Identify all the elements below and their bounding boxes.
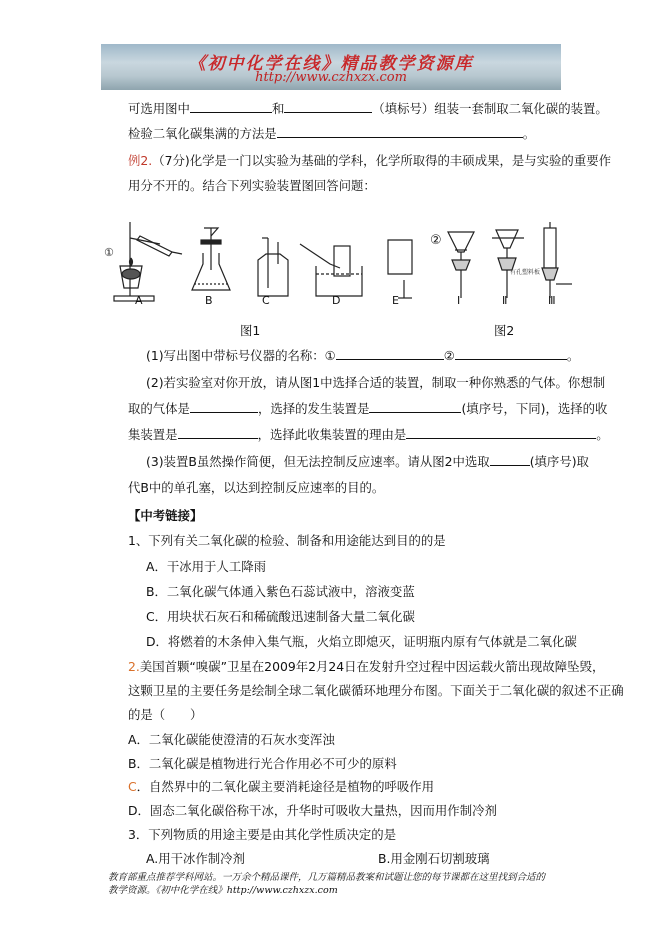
marker-2: ② bbox=[430, 233, 442, 248]
zk-q1-option: D．将燃着的木条伸入集气瓶，火焰立即熄灭，证明瓶内原有气体就是二氧化碳 bbox=[146, 634, 577, 649]
apparatus-iii bbox=[542, 222, 572, 298]
q3-line-2: 代B中的单孔塞，以达到控制反应速率的目的。 bbox=[128, 480, 385, 495]
section-heading: 【中考链接】 bbox=[128, 508, 203, 523]
blank[interactable] bbox=[455, 347, 567, 360]
text: 可选用图中 bbox=[128, 101, 190, 116]
text: (填序号，下同)，选择的收 bbox=[461, 401, 608, 416]
example2-line-1 bbox=[128, 151, 611, 169]
banner-title: 《初中化学在线》精品教学资源库 bbox=[188, 54, 474, 74]
plate-label: 有孔塑料板 bbox=[510, 269, 541, 276]
header-banner bbox=[101, 44, 561, 90]
apparatus-c bbox=[258, 238, 288, 296]
zk-q2-line-1 bbox=[128, 657, 604, 675]
fig2-label: Ⅲ bbox=[548, 294, 556, 307]
zk-q2-option: D．固态二氧化碳俗称干冰，升华时可吸收大量热，因而用作制冷剂 bbox=[128, 803, 497, 818]
apparatus-ii bbox=[492, 230, 524, 298]
q3-line-1 bbox=[146, 452, 589, 470]
footer-line-1: 教育部重点推荐学科网站。一万余个精品课件，几万篇精品教案和试题让您的每节课都在这里找到合适的 bbox=[108, 872, 546, 883]
blank[interactable] bbox=[178, 426, 258, 439]
text: (3)装置B虽然操作简便，但无法控制反应速率。请从图2中选取 bbox=[146, 454, 490, 469]
zk-q2-option: B．二氧化碳是植物进行光合作用必不可少的原料 bbox=[128, 756, 397, 771]
text: ．自然界中的二氧化碳主要消耗途径是植物的呼吸作用 bbox=[136, 779, 435, 794]
text: 取的气体是 bbox=[128, 401, 190, 416]
apparatus-i bbox=[448, 232, 474, 298]
q2-line-3 bbox=[128, 425, 609, 443]
blank[interactable] bbox=[490, 453, 530, 466]
fig1-label: A bbox=[135, 294, 143, 307]
text: 集装置是 bbox=[128, 427, 178, 442]
blank[interactable] bbox=[190, 100, 272, 113]
zk-q1-option: C．用块状石灰石和稀硫酸迅速制备大量二氧化碳 bbox=[146, 609, 415, 624]
q2-line-2 bbox=[128, 399, 607, 417]
zk-q1: 1、下列有关二氧化碳的检验、制备和用途能达到目的的是 bbox=[128, 533, 446, 548]
banner-url[interactable]: http://www.czhxzx.com bbox=[255, 70, 407, 85]
blank[interactable] bbox=[406, 426, 596, 439]
example2-line-2: 用分不开的。结合下列实验装置图回答问题： bbox=[128, 178, 376, 193]
zk-q2-line-2: 这颗卫星的主要任务是绘制全球二氧化碳循环地理分布图。下面关于二氧化碳的叙述不正确 bbox=[128, 683, 624, 698]
fig1-label: D bbox=[332, 294, 341, 307]
blank[interactable] bbox=[369, 400, 461, 413]
zk-q3: 3．下列物质的用途主要是由其化学性质决定的是 bbox=[128, 827, 397, 842]
fig2-caption: 图2 bbox=[494, 323, 515, 338]
zk-q2-option: A．二氧化碳能使澄清的石灰水变浑浊 bbox=[128, 732, 335, 747]
top-line-2 bbox=[128, 124, 535, 142]
text: 美国首颗“嗅碳”卫星在2009年2月24日在发射升空过程中因运载火箭出现故障坠毁， bbox=[139, 659, 605, 674]
fig1-caption: 图1 bbox=[240, 323, 261, 338]
fig1-label: B bbox=[205, 294, 213, 307]
zk-q2-line-3: 的是（ ） bbox=[128, 707, 203, 722]
fig2-label: Ⅱ bbox=[502, 294, 508, 307]
text: 检验二氧化碳集满的方法是 bbox=[128, 126, 277, 141]
blank[interactable] bbox=[336, 347, 444, 360]
text: （7分)化学是一门以实验为基础的学科，化学所取得的丰硕成果，是与实验的重要作 bbox=[152, 153, 611, 168]
blank[interactable] bbox=[190, 400, 258, 413]
zk-q3-option-b: B.用金刚石切割玻璃 bbox=[378, 851, 490, 866]
footer-line-2[interactable]: 教学资源。《初中化学在线》http://www.czhxzx.com bbox=[108, 885, 338, 896]
apparatus-d bbox=[300, 244, 362, 296]
text: ② bbox=[443, 348, 455, 363]
fig1-label: E bbox=[392, 294, 399, 307]
text: 。 bbox=[566, 348, 580, 363]
text: 和 bbox=[271, 101, 285, 116]
q2-line-1: (2)若实验室对你开放，请从图1中选择合适的装置，制取一种你熟悉的气体。你想制 bbox=[146, 375, 606, 390]
fig2-label: Ⅰ bbox=[457, 294, 461, 307]
text: 。 bbox=[596, 427, 609, 442]
zk-q1-option: A．干冰用于人工降雨 bbox=[146, 559, 266, 574]
blank[interactable] bbox=[277, 125, 523, 138]
apparatus-e bbox=[388, 240, 412, 298]
question-number: 2. bbox=[128, 659, 140, 674]
blank[interactable] bbox=[284, 100, 372, 113]
text: (1)写出图中带标号仪器的名称：① bbox=[146, 348, 336, 363]
top-line-1 bbox=[128, 99, 608, 117]
marker-1: ① bbox=[104, 246, 114, 259]
zk-q1-option: B．二氧化碳气体通入紫色石蕊试液中，溶液变蓝 bbox=[146, 584, 415, 599]
q1-line bbox=[146, 346, 579, 364]
text: 。 bbox=[522, 126, 536, 141]
example-label: 例2. bbox=[128, 153, 153, 168]
text: ，选择的发生装置是 bbox=[257, 401, 370, 416]
text: (填序号)取 bbox=[529, 454, 589, 469]
zk-q3-option-a: A.用干冰作制冷剂 bbox=[146, 851, 245, 866]
apparatus-a bbox=[114, 222, 182, 301]
text: （填标号）组装一套制取二氧化碳的装置。 bbox=[372, 101, 608, 116]
fig1-label: C bbox=[262, 294, 270, 307]
apparatus-b bbox=[192, 228, 230, 290]
text: ，选择此收集装置的理由是 bbox=[257, 427, 407, 442]
zk-q2-option: C．自然界中的二氧化碳主要消耗途径是植物的呼吸作用 bbox=[128, 779, 435, 794]
